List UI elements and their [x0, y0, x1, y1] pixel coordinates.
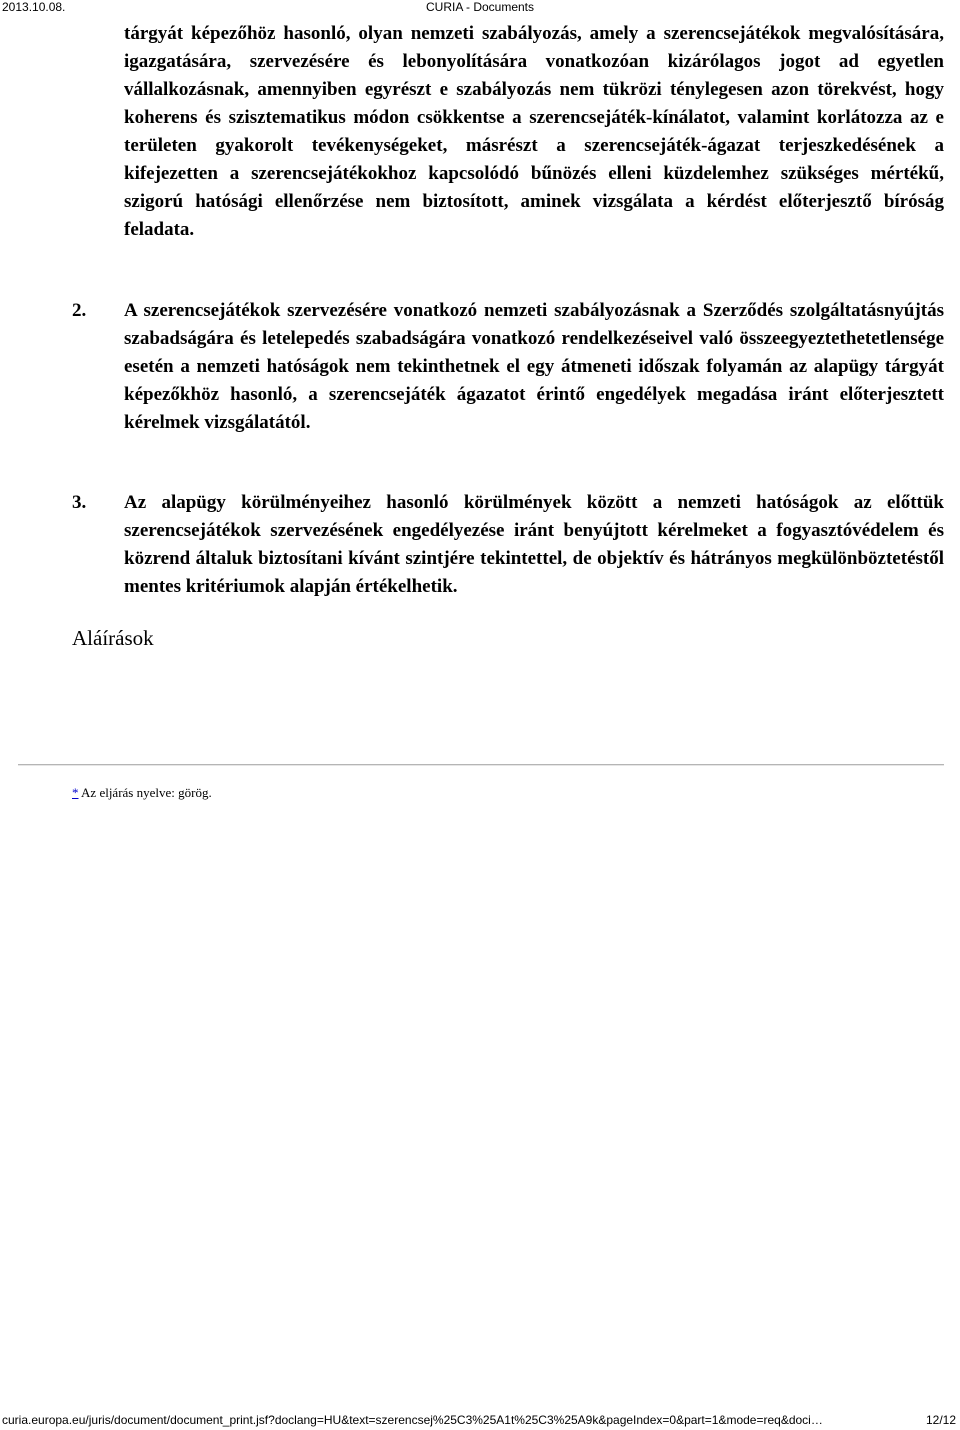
continuation-paragraph: tárgyát képezőhöz hasonló, olyan nemzeti szabályozás, amely a szerencsejátékok megvalósítására, igazgatására, szervezésére és lebonyolítására vonatkozóan kizárólagos jogot ad egyetlen vállalkozásnak, amennyiben egyrészt e szabályozás nem tükrözi ténylegesen azon törekvést, hogy koherens és szisztematikus módon csökkentse a szerencsejáték‑kínálatot, valamint korlátozza az e területen gyakorolt tevékenységeket, másrészt a szerencsejáték‑ágazat terjeszkedésének a kifejezetten a szerencsejátékokhoz kapcsolódó bűnözés elleni küzdelemhez szükséges mértékű, szigorú hatósági ellenőrzése nem biztosított, aminek vizsgálata a kérdést előterjesztő bíróság feladata. [124, 23, 944, 240]
signatures-heading: Aláírások [72, 626, 154, 650]
print-header [0, 0, 960, 16]
print-date: 2013.10.08. [2, 0, 66, 14]
ruling-item-2 [72, 297, 944, 437]
item-text: Az alapügy körülményeihez hasonló körülmények között a nemzeti hatóságok az előttük szerencsejátékok szervezésének engedélyezése iránt benyújtott kérelmeket a fogyasztóvédelem és közrend általuk biztosítani kívánt szintjére tekintettel, de objektív és hátrányos megkülönböztetéstől mentes kritériumok alapján értékelhetik. [124, 492, 944, 597]
print-url: curia.europa.eu/juris/document/document_print.jsf?doclang=HU&text=szerencsej%25C3%25A1t%25C3%25A9k&pageIndex=0&part=1&mode=req&doci… [2, 1413, 823, 1427]
footnote-divider [18, 764, 944, 766]
item-text: A szerencsejátékok szervezésére vonatkozó nemzeti szabályozásnak a Szerződés szolgáltatásnyújtás szabadságára és letelepedés szabadságára vonatkozó rendelkezéseivel való összeegyeztethetetlensége esetén a nemzeti hatóságok nem tekinthetnek el egy átmeneti időszak folyamán az alapügy tárgyát képezőkhöz hasonló, a szerencsejáték ágazatot érintő engedélyek megadása iránt előterjesztett kérelmek vizsgálatától. [124, 300, 944, 433]
footnote [72, 785, 212, 801]
item-number: 2. [72, 300, 87, 321]
footnote-text: Az eljárás nyelve: görög. [78, 785, 212, 800]
print-title: CURIA - Documents [425, 0, 535, 14]
print-footer [0, 1412, 960, 1430]
ruling-item-3 [72, 489, 944, 601]
footnote-marker-link[interactable]: * [72, 785, 79, 800]
item-number: 3. [72, 492, 87, 513]
page-number: 12/12 [925, 1413, 956, 1427]
